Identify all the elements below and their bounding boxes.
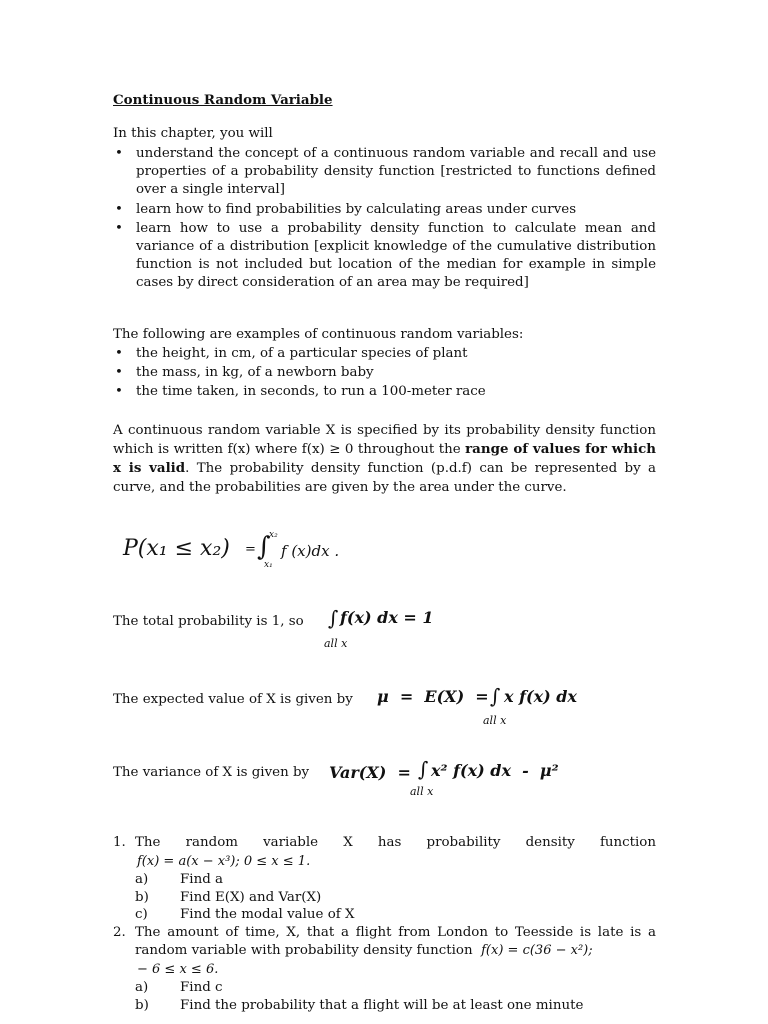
list-item: • the mass, in kg, of a newborn baby [113, 364, 656, 382]
bullet-icon: • [115, 365, 123, 381]
definition-bold: range of values for which x is valid [113, 441, 656, 477]
expected-value-line [113, 682, 656, 732]
list-item: • understand the concept of a continuous random variable and recall and use properties of a probability density function [restricted to functions defined over a single interval] [115, 146, 656, 198]
examples-list [113, 345, 656, 403]
variance-lhs: Var(X) = [329, 763, 411, 782]
question-text: The amount of time, X, that a flight from London to Teesside is late is a random variable with probability density function [135, 924, 656, 958]
question-2 [113, 924, 656, 961]
formula-lower-limit: x₁ [264, 560, 273, 570]
question-formula: f(x) = a(x − x³); 0 ≤ x ≤ 1. [137, 853, 311, 869]
question-number: 1. [113, 835, 126, 850]
bullet-icon: • [115, 146, 123, 161]
question-2-parts [113, 979, 656, 1014]
formula-integrand: f (x)dx . [281, 542, 340, 560]
questions-list [113, 834, 656, 1014]
intro-text: In this chapter, you will [113, 126, 273, 141]
list-item: • the height, in cm, of a particular species of plant [113, 345, 656, 363]
question-number: 2. [113, 924, 126, 940]
expected-value-lhs: μ = E(X) = [377, 687, 489, 706]
variance-sub: all x [410, 785, 434, 798]
question-formula-domain: − 6 ≤ x ≤ 6. [137, 961, 219, 977]
bullet-icon: • [115, 201, 123, 217]
page-title: Continuous Random Variable [113, 92, 333, 108]
total-probability-sub: all x [324, 637, 348, 650]
bullet-icon: • [115, 346, 123, 361]
total-probability-expr: f(x) dx = 1 [340, 608, 434, 627]
question-text: The random variable X has probability density function [135, 835, 656, 850]
list-item: a) Find a [135, 872, 224, 887]
variance-label: The variance of X is given by [113, 765, 310, 780]
total-probability-label: The total probability is 1, so [113, 614, 304, 629]
bullet-icon: • [115, 220, 123, 236]
question-formula: f(x) = c(36 − x²); [481, 943, 593, 958]
expected-value-sub: all x [483, 714, 507, 727]
integral-icon: ∫ [257, 532, 271, 562]
list-item: • the time taken, in seconds, to run a 100-meter race [113, 383, 656, 401]
examples-intro: The following are examples of continuous random variables: [113, 327, 524, 342]
question-1 [113, 834, 656, 853]
list-item: c) Find the modal value of X [135, 907, 355, 922]
list-item: • learn how to find probabilities by calculating areas under curves [113, 201, 656, 219]
integral-icon: ∫ [490, 684, 501, 708]
expected-value-expr: x f(x) dx [504, 687, 577, 706]
list-item: b) Find the probability that a flight will be at least one minute [135, 997, 584, 1013]
total-probability-line [113, 604, 656, 654]
list-item: b) Find E(X) and Var(X) [135, 889, 322, 905]
formula-upper-limit: x₂ [269, 530, 278, 540]
list-item: • learn how to use a probability density function to calculate mean and variance of a distribution [explicit knowledge of the cumulative distribution function is not included but location of the median for example in simple cases by direct consideration of an area may be required] [115, 220, 656, 291]
variance-line [113, 755, 656, 805]
objectives-list [113, 145, 656, 294]
probability-formula [123, 532, 423, 572]
question-1-parts [113, 871, 656, 924]
bullet-icon: • [115, 384, 123, 400]
formula-eq: = [245, 542, 256, 557]
expected-value-label: The expected value of X is given by [113, 692, 353, 707]
formula-lhs: P(x₁ ≤ x₂) [123, 536, 230, 561]
integral-icon: ∫ [328, 606, 339, 630]
list-item: a) Find c [135, 980, 223, 995]
definition-paragraph: A continuous random variable X is specified by its probability density function which is written f(x) where f(x) ≥ 0 throughout the range of values for which x is valid. The probability density function (p.d.f) can be represented by a curve, and the probabilities are given by the area under the curve. [113, 423, 656, 495]
variance-expr: x² f(x) dx - μ² [431, 761, 559, 780]
integral-icon: ∫ [418, 757, 429, 781]
